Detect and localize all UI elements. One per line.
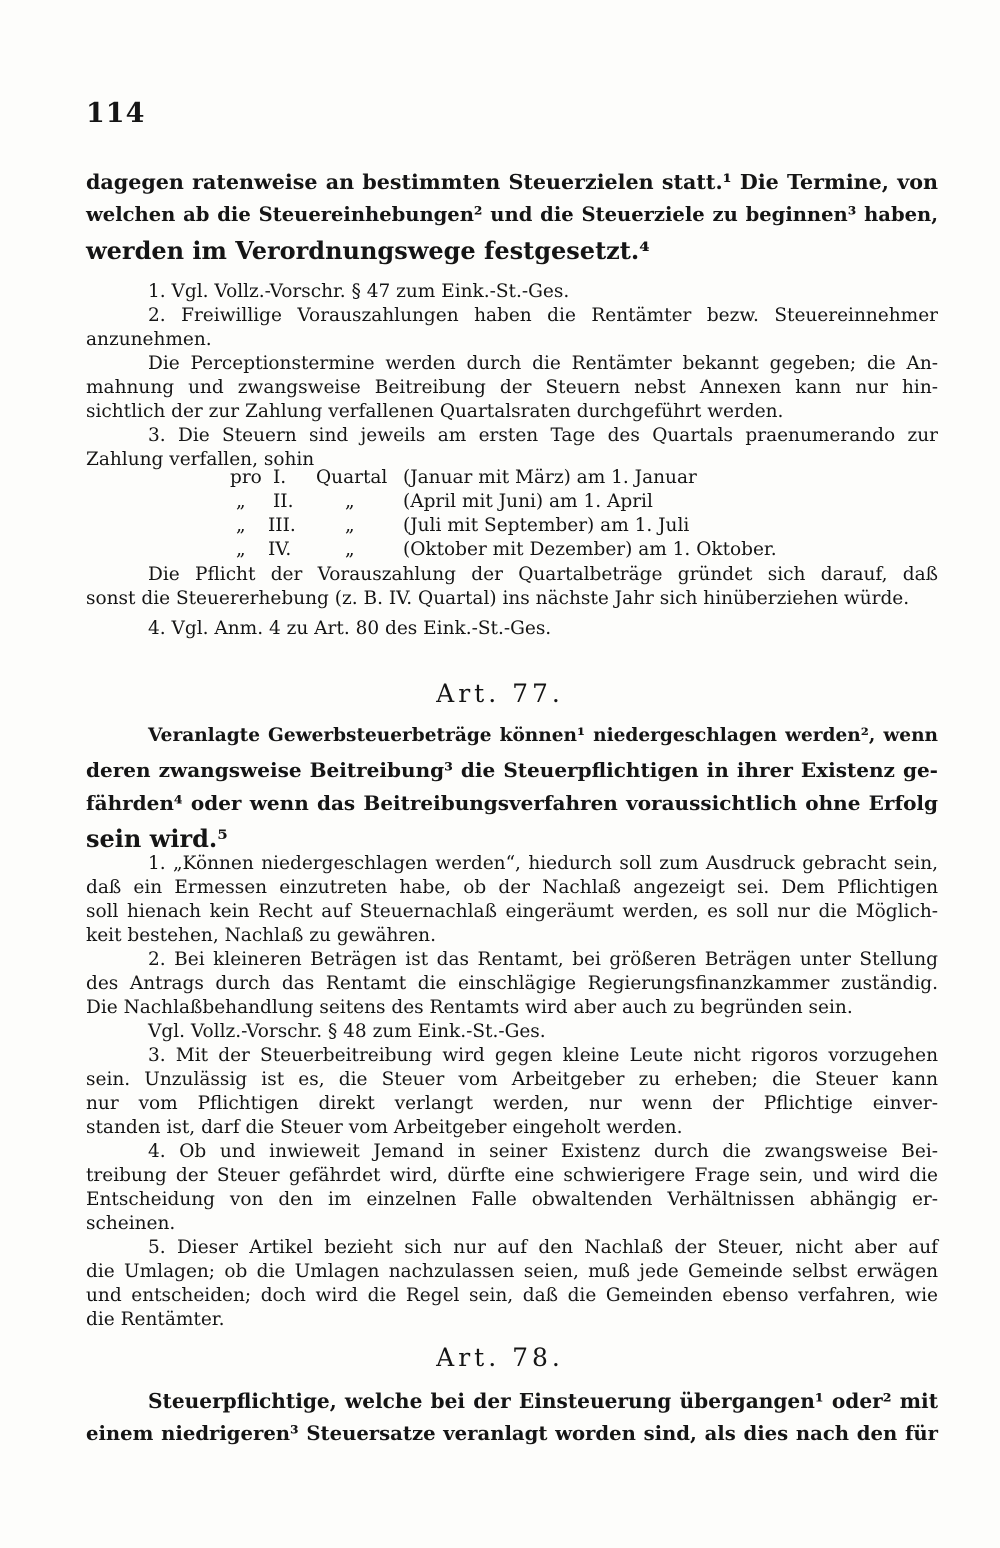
note-line: keit bestehen, Nachlaß zu gewähren. (86, 925, 436, 946)
note-line: sein. Unzulässig ist es, die Steuer vom Arbeitgeber zu erheben; die Steuer kann (86, 1069, 938, 1090)
note-line: standen ist, darf die Steuer vom Arbeitgeber eingeholt werden. (86, 1117, 683, 1138)
note-line: 3. Mit der Steuerbeitreibung wird gegen kleine Leute nicht rigoros vorzugehen (148, 1045, 938, 1066)
body-line: Veranlagte Gewerbsteuerbeträge können¹ niedergeschlagen werden², wenn (148, 725, 938, 746)
quarter-months: (April mit Juni) am 1. April (403, 491, 653, 512)
note-line: 5. Dieser Artikel bezieht sich nur auf den Nachlaß der Steuer, nicht aber auf (148, 1237, 938, 1258)
note-line: treibung der Steuer gefährdet wird, dürfte eine schwierigere Frage sein, und wird die (86, 1165, 938, 1186)
note-line: 1. Vgl. Vollz.-Vorschr. § 47 zum Eink.-St.-Ges. (148, 281, 570, 302)
note-line: 1. „Können niedergeschlagen werden“, hiedurch soll zum Ausdruck gebracht sein, (148, 853, 938, 874)
body-line: werden im Verordnungswege festgesetzt.⁴ (86, 236, 650, 265)
quarter-months: (Oktober mit Dezember) am 1. Oktober. (403, 539, 777, 560)
note-line: Entscheidung von den im einzelnen Falle obwaltenden Verhältnissen abhängig er- (86, 1189, 938, 1210)
note-line: 4. Ob und inwieweit Jemand in seiner Existenz durch die zwangsweise Bei- (148, 1141, 938, 1162)
article-heading: Art. 77. (436, 679, 564, 708)
note-line: mahnung und zwangsweise Beitreibung der Steuern nebst Annexen kann nur hin- (86, 377, 938, 398)
body-line: Steuerpflichtige, welche bei der Einsteuerung übergangen¹ oder² mit (148, 1389, 938, 1413)
note-line: Die Perceptionstermine werden durch die Rentämter bekannt gegeben; die An- (148, 353, 938, 374)
note-line: und entscheiden; doch wird die Regel sein, daß die Gemeinden ebenso verfahren, wie (86, 1285, 938, 1306)
note-line: 2. Bei kleineren Beträgen ist das Rentamt, bei größeren Beträgen unter Stellung (148, 949, 938, 970)
quarter-label: Quartal (316, 467, 388, 488)
quarter-prefix: pro (230, 467, 262, 488)
note-line: soll hienach kein Recht auf Steuernachlaß eingeräumt werden, es soll nur die Möglich- (86, 901, 938, 922)
quarter-prefix: „ (236, 491, 246, 512)
note-line: anzunehmen. (86, 329, 212, 350)
note-line: Die Pflicht der Vorauszahlung der Quartalbeträge gründet sich darauf, daß (148, 564, 938, 585)
note-line: nur vom Pflichtigen direkt verlangt werden, nur wenn der Pflichtige einver- (86, 1093, 938, 1114)
quarter-prefix: „ (236, 515, 246, 536)
quarter-label: „ (345, 491, 355, 512)
note-line: sonst die Steuererhebung (z. B. IV. Quartal) ins nächste Jahr sich hinüberziehen würde. (86, 588, 910, 609)
note-line: Vgl. Vollz.-Vorschr. § 48 zum Eink.-St.-Ges. (148, 1021, 546, 1042)
quarter-prefix: „ (236, 539, 246, 560)
note-line: scheinen. (86, 1213, 176, 1234)
note-line: sichtlich der zur Zahlung verfallenen Quartalsraten durchgeführt werden. (86, 401, 784, 422)
quarter-number: IV. (268, 539, 292, 560)
body-line: fährden⁴ oder wenn das Beitreibungsverfahren voraussichtlich ohne Erfolg (86, 791, 938, 815)
body-line: welchen ab die Steuereinhebungen² und die Steuerziele zu beginnen³ haben, (86, 203, 938, 226)
note-line: daß ein Ermessen einzutreten habe, ob der Nachlaß angezeigt sei. Dem Pflichtigen (86, 877, 938, 898)
article-heading: Art. 78. (436, 1343, 564, 1372)
quarter-number: I. (273, 467, 287, 488)
note-line: 3. Die Steuern sind jeweils am ersten Tage des Quartals praenumerando zur (148, 425, 938, 446)
quarter-months: (Juli mit September) am 1. Juli (403, 515, 690, 536)
note-line: Zahlung verfallen, sohin (86, 449, 315, 470)
note-line: Die Nachlaßbehandlung seitens des Rentamts wird aber auch zu begründen sein. (86, 997, 853, 1018)
quarter-number: II. (273, 491, 294, 512)
note-line: die Rentämter. (86, 1309, 225, 1330)
quarter-number: III. (268, 515, 296, 536)
body-line: dagegen ratenweise an bestimmten Steuerzielen statt.¹ Die Termine, von (86, 170, 938, 194)
page-number: 114 (86, 98, 146, 129)
body-line: deren zwangsweise Beitreibung³ die Steuerpflichtigen in ihrer Existenz ge- (86, 758, 938, 782)
body-line: sein wird.⁵ (86, 824, 228, 853)
note-line: die Umlagen; ob die Umlagen nachzulassen seien, muß jede Gemeinde selbst erwägen (86, 1261, 938, 1282)
quarter-months: (Januar mit März) am 1. Januar (403, 467, 697, 488)
quarter-label: „ (345, 515, 355, 536)
note-line: des Antrags durch das Rentamt die einschlägige Regierungsfinanzkammer zuständig. (86, 973, 938, 994)
body-line: einem niedrigeren³ Steuersatze veranlagt worden sind, als dies nach den für (86, 1422, 938, 1445)
quarter-label: „ (345, 539, 355, 560)
note-line: 4. Vgl. Anm. 4 zu Art. 80 des Eink.-St.-Ges. (148, 618, 552, 639)
note-line: 2. Freiwillige Vorauszahlungen haben die Rentämter bezw. Steuereinnehmer (148, 305, 938, 326)
